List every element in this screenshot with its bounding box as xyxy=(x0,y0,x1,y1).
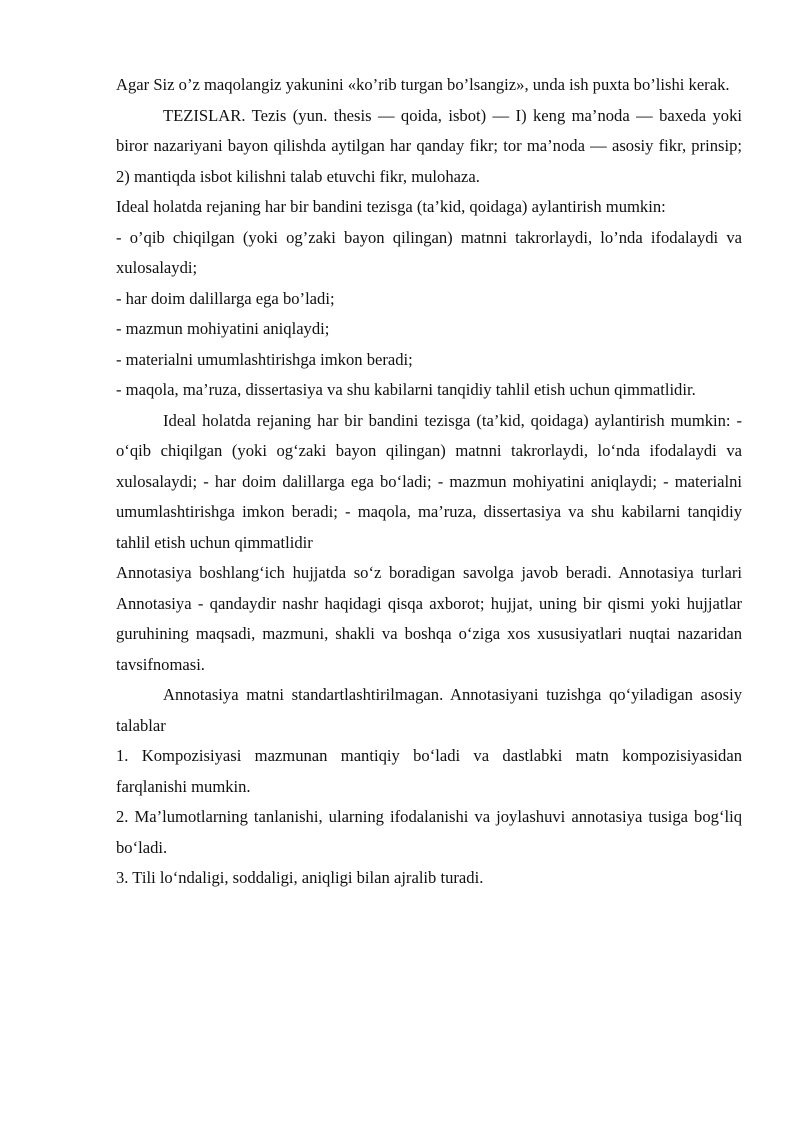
document-body xyxy=(116,70,742,894)
numbered-item: 3. Tili lo‘ndaligi, soddaligi, aniqligi bilan ajralib turadi. xyxy=(116,868,484,887)
paragraph-intro: Agar Siz o’z maqolangiz yakunini «ko’rib turgan bo’lsangiz», unda ish puxta bo’lishi kerak. xyxy=(116,75,730,94)
paragraph-tezislar-definition: TEZISLAR. Tezis (yun. thesis — qoida, isbot) — I) keng ma’noda — baxeda yoki biror nazariyani bayon qilishda aytilgan har qanday fikr; tor ma’noda — asosiy fikr, prinsip; 2) mantiqda isbot kilishni talab etuvchi fikr, mulohaza. xyxy=(116,105,742,186)
list-item: - materialni umumlashtirishga imkon beradi; xyxy=(116,349,413,369)
list-item: - mazmun mohiyatini aniqlaydi; xyxy=(116,319,330,338)
paragraph-ideal-holatda: Ideal holatda rejaning har bir bandini tezisga (ta’kid, qoidaga) aylantirish mumkin: xyxy=(116,197,666,216)
list-item: - har doim dalillarga ega bo’ladi; xyxy=(116,288,335,308)
paragraph-annotasiya-definition: Annotasiya boshlang‘ich hujjatda so‘z boradigan savolga javob beradi. Annotasiya turlari Annotasiya - qandaydir nashr haqidagi qisqa axborot; hujjat, uning bir qismi yoki hujjatlar guruhining maqsadi, mazmuni, shakli va boshqa o‘ziga xos xususiyatlari nuqtai nazaridan tavsifnomasi. xyxy=(116,563,742,674)
numbered-item: 2. Ma’lumotlarning tanlanishi, ularning ifodalanishi va joylashuvi annotasiya tusiga bog‘liq bo‘ladi. xyxy=(116,807,742,857)
list-item: - maqola, ma’ruza, dissertasiya va shu kabilarni tanqidiy tahlil etish uchun qimmatlidir. xyxy=(116,380,696,399)
paragraph-annotasiya-requirements: Annotasiya matni standartlashtirilmagan. Annotasiyani tuzishga qo‘yiladigan asosiy talablar xyxy=(116,685,742,735)
paragraph-ideal-holatda-repeat: Ideal holatda rejaning har bir bandini tezisga (ta’kid, qoidaga) aylantirish mumkin: - o‘qib chiqilgan (yoki og‘zaki bayon qilingan) matnni takrorlaydi, lo‘nda ifodalaydi va xulosalaydi; - har doim dalillarga ega bo‘ladi; - mazmun mohiyatini aniqlaydi; - materialni umumlashtirishga imkon beradi; - maqola, ma’ruza, dissertasiya va shu kabilarni tanqidiy tahlil etish uchun qimmatlidir xyxy=(116,410,742,552)
list-item: - o’qib chiqilgan (yoki og’zaki bayon qilingan) matnni takrorlaydi, lo’nda ifodalaydi va xulosalaydi; xyxy=(116,227,742,277)
numbered-item: 1. Kompozisiyasi mazmunan mantiqiy bo‘ladi va dastlabki matn kompozisiyasidan farqlanishi mumkin. xyxy=(116,746,742,796)
